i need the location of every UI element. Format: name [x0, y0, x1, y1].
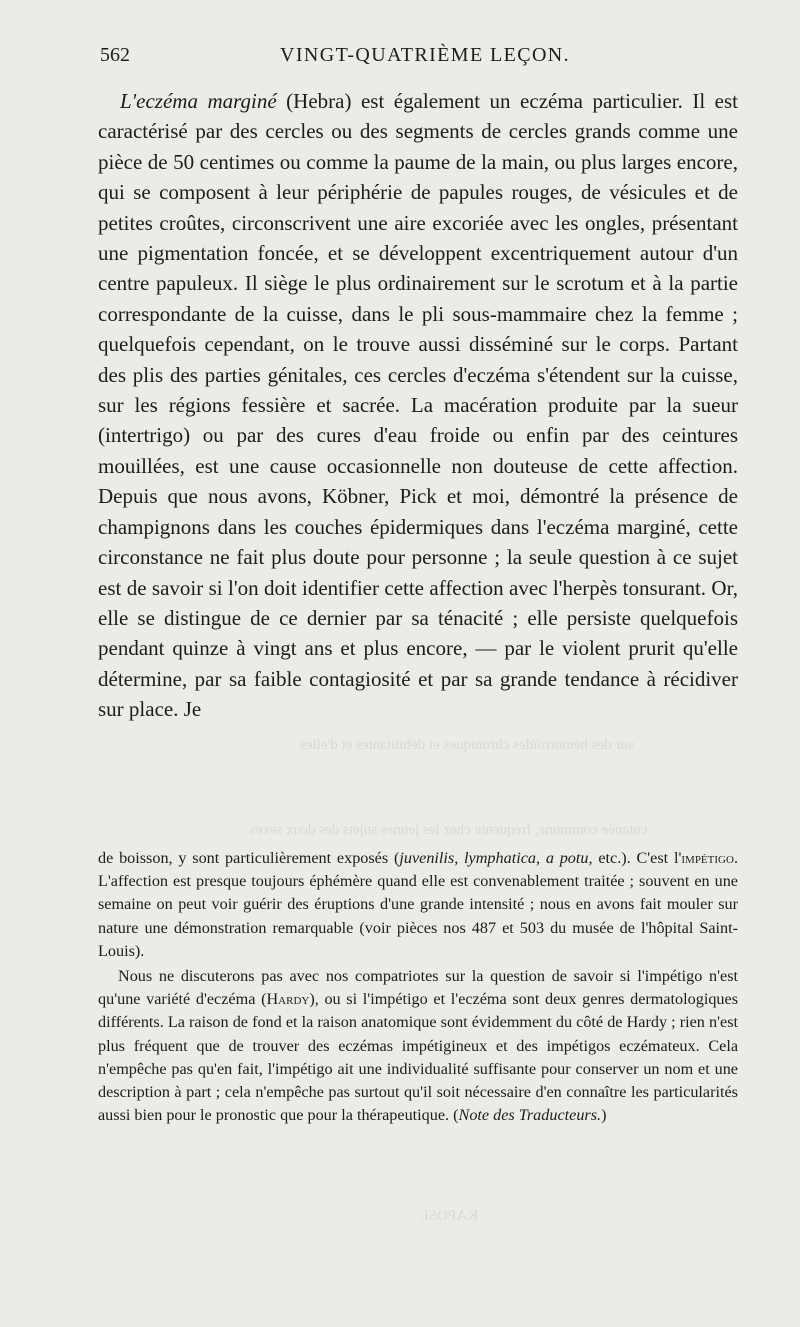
page-header — [100, 44, 740, 74]
page-number: 562 — [100, 44, 130, 66]
footnote-paragraph-2: Nous ne discuterons pas avec nos compatriotes sur la question de savoir si l'impétigo n'est qu'une variété d'eczéma (Hardy), ou si l'impétigo et l'eczéma sont deux genres dermatologiques différents. La raison de fond et la raison anatomique sont évidemment du côté de Hardy ; rien n'est plus fréquent que de trouver des eczémas impétigineux et des impétigos eczémateux. Cela n'empêche pas qu'en fait, l'impétigo ait une individualité suffisante pour conserver un nom et une description à part ; cela n'empêche pas surtout qu'il soit nécessaire d'en connaître les particularités aussi bien pour le pronostic que pour la thérapeutique. (Note des Traducteurs.) — [98, 967, 738, 1125]
footnote-paragraph-1: de boisson, y sont particulièrement exposés (juvenilis, lymphatica, a potu, etc.). C'est l'impétigo. L'affection est presque toujours éphémère quand elle est convenablement traitée ; souvent en une semaine on peut voir guérir des éruptions d'une grande intensité ; nous en avons fait mouler sur nature une démonstration remarquable (voir pièces nos 487 et 503 du musée de l'hôpital Saint-Louis). — [98, 849, 738, 960]
paragraph-body: (Hebra) est également un eczéma particulier. Il est caractérisé par des cercles ou des segments de cercles grands comme une pièce de 50 centimes ou comme la paume de la main, ou plus larges encore, qui se composent à leur périphérie de papules rouges, de vésicules et de petites croûtes, circonscrivent une aire excoriée avec les ongles, présentant une pigmentation foncée, et se développent excentriquement autour d'un centre papuleux. Il siège le plus ordinairement sur le scrotum et à la partie correspondante de la cuisse, dans le pli sous-mammaire chez la femme ; quelquefois cependant, on le trouve aussi disséminé sur le corps. Partant des plis des parties génitales, ces cercles d'eczéma s'étendent sur la cuisse, sur les régions fessière et sacrée. La macération produite par la sueur (intertrigo) ou par des cures d'eau froide ou enfin par des ceintures mouillées, est une cause occasionnelle non douteuse de cette affection. Depuis que nous avons, Köbner, Pick et moi, démontré la présence de champignons dans les couches épidermiques dans l'eczéma marginé, cette circonstance ne fait plus doute pour personne ; la seule question à ce sujet est de savoir si l'on doit identifier cette affection avec l'herpès tonsurant. Or, elle se distingue de ce dernier par sa ténacité ; elle persiste quelquefois pendant quinze à vingt ans et plus encore, — par le violent prurit qu'elle détermine, par sa faible contagiosité et par sa grande tendance à récidiver sur place. Je — [98, 89, 739, 722]
running-head: VINGT-QUATRIÈME LEÇON. — [280, 44, 571, 66]
lead-term: L'eczéma marginé — [120, 89, 277, 113]
footnote — [98, 847, 738, 1127]
main-paragraph — [98, 86, 738, 725]
main-text — [98, 86, 738, 725]
book-page: sur des hémorroïdes chroniques et débilitantes et d'elles cutanée commune, fréquente chez les jeunes sujets des deux sexes KAPOSI. 562 VINGT-QUATRIÈME LEÇON. L'eczéma marginé (Hebra) est également un eczéma particulier. Il est caractérisé par des cercles ou des segments de cercles grands comme une pièce de 50 centimes ou comme la paume de la main, ou plus larges encore, qui se composent à leur périphérie de papules rouges, de vésicules et de petites croûtes, circonscrivent une aire excoriée avec les ongles, présentant une pigmentation foncée, et se développent excentriquement autour d'un centre papuleux. Il siège le plus ordinairement sur le scrotum et à la partie correspondante de la cuisse, dans le pli sous-mammaire chez la femme ; quelquefois cependant, on le trouve aussi disséminé sur le corps. Partant des plis des parties génitales, ces cercles d'eczéma s'étendent sur la cuisse, sur les régions fessière et sacrée. La macération produite par la sueur (intertrigo) ou par des cures d'eau froide ou enfin par des ceintures mouillées, est une cause occasionnelle non douteuse de cette affection. Depuis que nous avons, Köbner, Pick et moi, démontré la présence de champignons dans les couches épidermiques dans l'eczéma marginé, cette circonstance ne fait plus doute pour personne ; la seule question à ce sujet est de savoir si l'on doit identifier cette affection avec l'herpès tonsurant. Or, elle se distingue de ce dernier par sa ténacité ; elle persiste quelquefois pendant quinze à vingt ans et plus encore, — par le violent prurit qu'elle détermine, par sa faible contagiosité et par sa grande tendance à récidiver sur place. Je de boisson, y sont particulièrement exposés (juvenilis, lymphatica, a potu, etc.). C'est l'impétigo. L'affection est presque toujours éphémère quand elle est convenablement traitée ; souvent en une semaine on peut voir guérir des éruptions d'une grande intensité ; nous en avons fait mouler sur nature une démonstration remarquable (voir pièces nos 487 et 503 du musée de l'hôpital Saint-Louis). Nous ne discuterons pas avec nos compatriotes sur la question de savoir si l'impétigo n'est qu'une variété d'eczéma (Hardy), ou si l'impétigo et l'eczéma sont deux genres dermatologiques différents. La raison de fond et la raison anatomique sont évidemment du côté de Hardy ; rien n'est plus fréquent que de trouver des eczémas impétigineux et des impétigos eczémateux. Cela n'empêche pas qu'en fait, l'impétigo ait une individualité suffisante pour conserver un nom et une description à part ; cela n'empêche pas surtout qu'il soit nécessaire d'en connaître les particularités aussi bien pour le pronostic que pour la thérapeutique. (Note des Traducteurs.) — [98, 44, 739, 1224]
